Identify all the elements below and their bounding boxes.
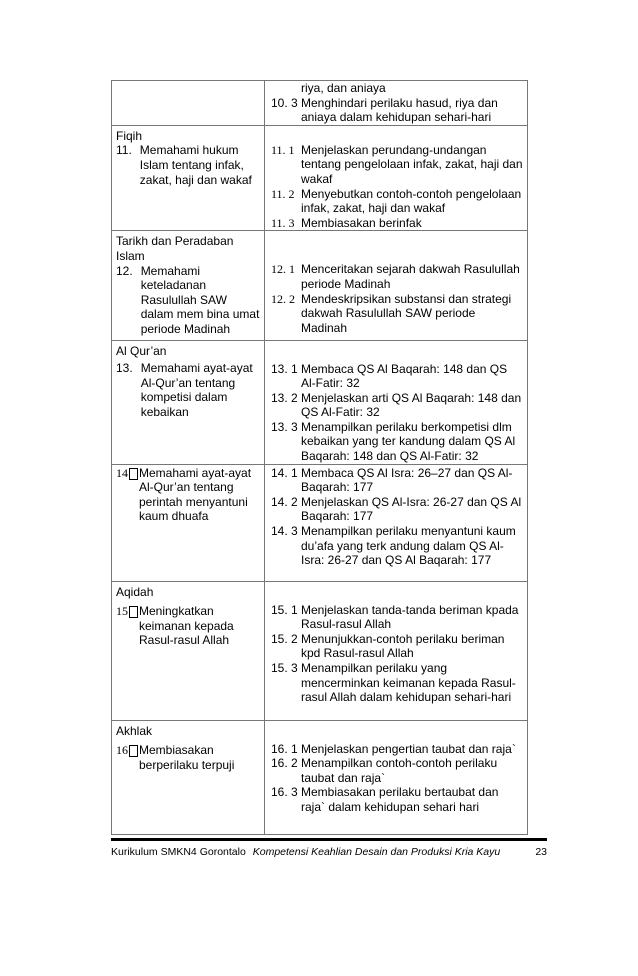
competency-item (112, 361, 264, 422)
competency-text: Meningkatkan keimanan kepada Rasul-rasul Allah (139, 604, 234, 648)
indicator-item (265, 391, 527, 420)
category-label: Fiqih (116, 128, 143, 143)
category-label: Al Qur’an (116, 343, 167, 358)
indicator-text: Membaca QS Al Isra: 26–27 dan QS Al-Baqarah: 177 (301, 465, 513, 495)
competency-cell (112, 581, 265, 720)
competency-number: 12. (116, 263, 133, 278)
competency-number: 11. (116, 143, 132, 158)
indicator-text: Menampilkan perilaku menyantuni kaum du’afa yang terk andung dalam QS Al-Isra: 26-27 dan QS Al Baqarah: 177 (301, 524, 516, 568)
indicator-cell (265, 464, 528, 581)
competency-cell (112, 125, 265, 231)
indicator-item (265, 362, 527, 391)
competency-cell (112, 720, 265, 834)
indicator-item (265, 756, 527, 785)
competency-item (112, 143, 264, 190)
indicator-number: 11. 2 (271, 186, 295, 201)
indicator-cell (265, 581, 528, 720)
competency-item (112, 604, 264, 651)
indicator-text: Menjelaskan tanda-tanda beriman kpada Rasul-rasul Allah (301, 602, 519, 632)
indicator-number: 16. 2 (271, 756, 298, 771)
table-row (112, 464, 528, 581)
competency-item (112, 465, 264, 527)
curriculum-table (111, 80, 528, 835)
indicator-item (265, 187, 527, 216)
table-row (112, 340, 528, 464)
indicator-text: Menjelaskan QS Al-Isra: 26-27 dan QS Al Baqarah: 177 (301, 494, 522, 524)
box-glyph-icon (129, 468, 138, 480)
indicator-text: Menghindari perilaku hasud, riya dan aniaya dalam kehidupan sehari-hari (301, 95, 498, 125)
table-row (112, 231, 528, 340)
indicator-number: 13. 2 (271, 390, 298, 405)
indicator-item (265, 216, 527, 231)
indicator-text: Membaca QS Al Baqarah: 148 dan QS Al-Fatir: 32 (301, 361, 508, 391)
indicator-number: 11. 3 (271, 215, 295, 230)
indicator-number: 16. 3 (271, 785, 298, 800)
indicator-number: 12. 2 (271, 291, 295, 306)
page-number: 23 (535, 846, 547, 858)
indicator-number: 14. 2 (271, 494, 298, 509)
indicator-text: Menampilkan perilaku yang mencerminkan keimanan kepada Rasul-rasul Allah dalam kehidupan sehari-hari (301, 661, 516, 705)
indicator-continuation: riya, dan aniaya (301, 81, 386, 95)
indicator-number: 13. 3 (271, 419, 298, 434)
indicator-text: Menceritakan sejarah dakwah Rasulullah periode Madinah (301, 262, 520, 291)
indicator-cell (265, 231, 528, 340)
indicator-text: Menampilkan perilaku berkompetisi dlm kebaikan yang ter kandung dalam QS Al Baqarah: 148 dan QS Al-Fatir: 32 (301, 419, 516, 464)
indicator-number: 15. 1 (271, 602, 298, 617)
indicator-number: 16. 1 (271, 741, 298, 756)
competency-text: Memahami ayat-ayat Al-Qur’an tentang perintah menyantuni kaum dhuafa (139, 465, 252, 524)
page-footer (111, 846, 547, 858)
indicator-item (265, 262, 527, 291)
indicator-cell (265, 720, 528, 834)
competency-text: Membiasakan berperilaku terpuji (139, 743, 235, 772)
category-label: Aqidah (116, 584, 154, 599)
table-row (112, 581, 528, 720)
indicator-item (265, 495, 527, 524)
competency-number: 13. (116, 361, 133, 376)
indicator-item (265, 524, 527, 568)
indicator-text: Menampilkan contoh-contoh perilaku taubat dan raja` (301, 756, 498, 785)
indicator-number: 15. 2 (271, 631, 298, 646)
table-row (112, 81, 528, 126)
indicator-number: 12. 1 (271, 262, 295, 277)
indicator-text: Menjelaskan perundang-undangan tentang pengelolaan infak, zakat, haji dan wakaf (301, 142, 523, 186)
indicator-item (265, 466, 527, 495)
indicator-text: Membiasakan perilaku bertaubat dan raja` dalam kehidupan sehari hari (301, 785, 499, 815)
indicator-text: Menyebutkan contoh-contoh pengelolaan infak, zakat, haji dan wakaf (301, 186, 522, 216)
table-row (112, 125, 528, 231)
indicator-item (265, 143, 527, 187)
footer-italic-text: Kompetensi Keahlian Desain dan Produksi Kria Kayu (252, 846, 501, 858)
competency-text: Memahami hukum Islam tentang infak, zakat, haji dan wakaf (139, 143, 252, 187)
competency-number: 15 (116, 604, 128, 619)
indicator-text: Mendeskripsikan substansi dan strategi dakwah Rasulullah SAW periode Madinah (301, 291, 512, 335)
competency-number: 14 (116, 465, 128, 480)
competency-item (112, 264, 264, 340)
indicator-item (265, 96, 527, 125)
indicator-cell (265, 125, 528, 231)
competency-item (112, 743, 264, 775)
indicator-item (265, 603, 527, 632)
competency-cell (112, 340, 265, 464)
indicator-text: Menunjukkan-contoh perilaku beriman kpd Rasul-rasul Allah (301, 631, 505, 661)
footer-left-text: Kurikulum SMKN4 Gorontalo (111, 846, 246, 858)
indicator-number: 15. 3 (271, 661, 298, 676)
competency-text: Memahami ayat-ayat Al-Qur’an tentang kompetisi dalam kebaikan (140, 361, 253, 419)
indicator-item (265, 632, 527, 661)
indicator-number: 10. 3 (271, 95, 298, 110)
footer-source (111, 846, 500, 858)
indicator-item (265, 420, 527, 464)
competency-number: 16 (116, 743, 128, 758)
indicator-number: 13. 1 (271, 361, 298, 376)
competency-cell (112, 231, 265, 340)
indicator-number: 14. 3 (271, 524, 298, 539)
category-label: Akhlak (116, 723, 153, 738)
indicator-text: Menjelaskan pengertian taubat dan raja` (301, 741, 516, 756)
competency-cell (112, 81, 265, 126)
indicator-item (265, 742, 527, 757)
indicator-cell (265, 340, 528, 464)
indicator-number: 11. 1 (271, 142, 295, 157)
indicator-cell (265, 81, 528, 126)
box-glyph-icon (129, 745, 138, 757)
table-row (112, 720, 528, 834)
box-glyph-icon (129, 606, 138, 618)
competency-cell (112, 464, 265, 581)
indicator-item (265, 785, 527, 814)
competency-text: Memahami keteladanan Rasulullah SAW dalam mem bina umat periode Madinah (140, 263, 260, 336)
footer-rule (111, 838, 547, 841)
indicator-text: Membiasakan berinfak (301, 215, 422, 230)
indicator-number: 14. 1 (271, 465, 298, 480)
category-label: Tarikh dan Peradaban Islam (116, 234, 234, 263)
indicator-item (265, 661, 527, 705)
indicator-item (265, 292, 527, 336)
indicator-text: Menjelaskan arti QS Al Baqarah: 148 dan QS Al-Fatir: 32 (301, 390, 522, 420)
